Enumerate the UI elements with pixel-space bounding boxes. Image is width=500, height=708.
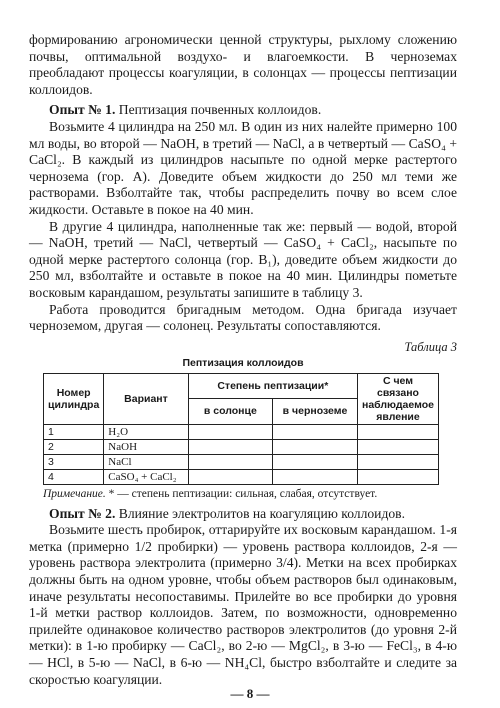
- table-row: [44, 439, 439, 454]
- cell-solonets: [188, 469, 272, 484]
- cell-number: 4: [44, 469, 104, 484]
- cell-number: 1: [44, 424, 104, 439]
- cell-chernozem: [273, 469, 358, 484]
- exp2-title: Влияние электролитов на коагуляцию коллоидов.: [118, 505, 405, 521]
- page-number: — 8 —: [230, 686, 270, 701]
- exp1-title: Пептизация почвенных коллоидов.: [118, 102, 322, 118]
- table-row: [44, 454, 439, 469]
- cell-chernozem: [273, 424, 358, 439]
- exp2-heading: [29, 506, 457, 523]
- cell-number: 3: [44, 454, 104, 469]
- exp1-paragraph-2: В другие 4 цилиндра, наполненные так же: первый — водой, второй — NaOH, третий — NaCl, четвертый — CaSO₄ + CaCl₂, насыпьте по одной мерке растертого солонца (гор. B₁), доведите объем жидкости до 250 мл, взболтайте и оставьте в покое на 40 мин. Цилиндры пометьте восковым карандашом, результаты запишите в таблицу 3.: [29, 218, 457, 300]
- header-related-phenomenon: С чем связано наблюдаемое явление: [357, 373, 438, 424]
- cell-variant: NaCl: [104, 454, 188, 469]
- results-table: [43, 373, 439, 485]
- exp2-paragraph-1: Возьмите шесть пробирок, оттарируйте их восковым карандашом. 1-я метка (примерно 1/2 пробирки) — уровень раствора коллоидов, 2-я — уровень раствора электролита (примерно 3/4). Метки на всех пробирках должны быть на одном уровне, чтобы объем растворов был одинаковым, иначе результаты несопоставимы. Прилейте во все пробирки до уровня 1-й метки раствор коллоидов. Затем, по возможности, одновременно прилейте одинаковое количество растворов электролитов (до уровня 2-й метки): в 1-ю пробирку — CaCl₂, во 2-ю — MgCl₂, в 3-ю — FeCl₃, в 4-ю — HCl, в 5-ю — NaCl, в 6-ю — NH₄Cl, быстро взболтайте и следите за скоростью коагуляции.: [29, 522, 457, 687]
- cell-chernozem: [273, 439, 358, 454]
- cell-related: [357, 469, 438, 484]
- cell-chernozem: [273, 454, 358, 469]
- cell-variant: CaSO₄ + CaCl₂: [104, 469, 188, 484]
- exp1-paragraph-1: Возьмите 4 цилиндра на 250 мл. В один из них налейте примерно 100 мл воды, во второй — NaOH, в третий — NaCl, а в четвертый — CaSO₄ + CaCl₂. В каждый из цилиндров насыпьте по одной мерке растертого чернозема (гор. А). Доведите объем жидкости до 250 мл теми же растворами. Взболтайте так, чтобы распределить почву во всем слое жидкости. Оставьте в покое на 40 мин.: [29, 118, 457, 217]
- cell-solonets: [188, 424, 272, 439]
- cell-related: [357, 439, 438, 454]
- cell-related: [357, 424, 438, 439]
- table-caption: Таблица 3: [404, 339, 457, 354]
- table-row: [44, 469, 439, 484]
- table-title: Пептизация коллоидов: [182, 356, 304, 369]
- exp1-label: Опыт № 1.: [49, 102, 116, 118]
- header-cylinder-number: Номер цилиндра: [44, 373, 104, 424]
- header-variant: Вариант: [104, 373, 188, 424]
- cell-related: [357, 454, 438, 469]
- note-label: Примечание.: [43, 487, 106, 500]
- cell-number: 2: [44, 439, 104, 454]
- cell-solonets: [188, 454, 272, 469]
- header-in-solonets: в солонце: [188, 399, 272, 425]
- cell-solonets: [188, 439, 272, 454]
- cell-variant: NaOH: [104, 439, 188, 454]
- table-note: [43, 488, 457, 500]
- exp2-label: Опыт № 2.: [49, 505, 116, 521]
- header-in-chernozem: в черноземе: [273, 399, 358, 425]
- page-content: [29, 32, 457, 688]
- table-row: [44, 424, 439, 439]
- cell-variant: H₂O: [104, 424, 188, 439]
- exp1-heading: [29, 102, 457, 119]
- note-text: * — степень пептизации: сильная, слабая, отсутствует.: [108, 487, 378, 500]
- header-peptization-degree: Степень пептизации*: [188, 373, 357, 399]
- exp1-paragraph-3: Работа проводится бригадным методом. Одна бригада изучает черноземом, другая — солонец. Результаты сопоставляются.: [29, 301, 457, 334]
- intro-paragraph: формированию агрономически ценной структуры, рыхлому сложению почвы, оптимальной воздухо- и влагоемкости. В черноземах преобладают процессы коагуляции, в солонцах — процессы пептизации коллоидов.: [29, 32, 457, 97]
